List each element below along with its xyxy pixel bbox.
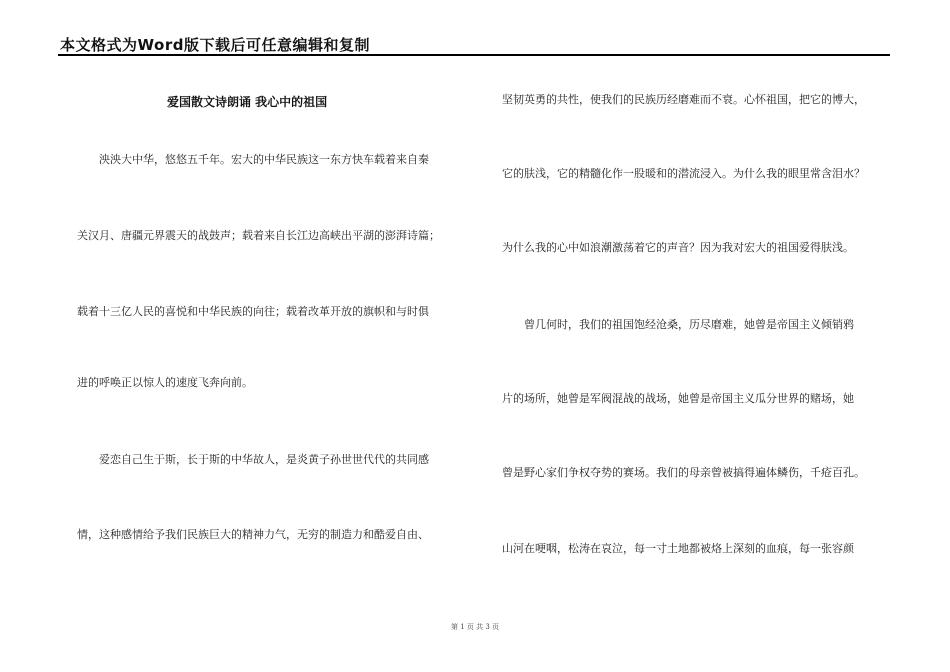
paragraph-line: 曾是野心家们争权夺势的赛场。我们的母亲曾被搞得遍体鳞伤，千疮百孔。 — [502, 466, 865, 479]
paragraph-line: 泱泱大中华，悠悠五千年。宏大的中华民族这一东方快车载着来自秦 — [99, 153, 429, 166]
paragraph-line: 关汉月、唐疆元界震天的战鼓声；载着来自长江边高峡出平湖的澎湃诗篇； — [77, 229, 440, 242]
paragraph-line: 进的呼唤正以惊人的速度飞奔向前。 — [77, 376, 253, 389]
download-banner: 本文格式为Word版下载后可任意编辑和复制 — [60, 36, 370, 54]
paragraph-line: 它的肤浅，它的精髓化作一股暖和的潜流浸入。为什么我的眼里常含泪水？ — [502, 167, 865, 180]
paragraph-line: 情，这种感情给予我们民族巨大的精神力气，无穷的制造力和酷爱自由、 — [77, 528, 429, 541]
paragraph-line: 载着十三亿人民的喜悦和中华民族的向往；载着改革开放的旗帜和与时俱 — [77, 305, 429, 318]
banner-rule — [58, 54, 890, 56]
page-number: 第 1 页 共 3 页 — [450, 623, 500, 631]
paragraph-line: 为什么我的心中如浪潮激荡着它的声音？因为我对宏大的祖国爱得肤浅。 — [502, 241, 854, 254]
paragraph-line: 曾几何时，我们的祖国饱经沧桑，历尽磨难，她曾是帝国主义倾销鸦 — [524, 318, 854, 331]
document-title: 爱国散文诗朗诵 我心中的祖国 — [167, 95, 328, 109]
paragraph-line: 片的场所，她曾是军阀混战的战场，她曾是帝国主义瓜分世界的赌场，她 — [502, 392, 854, 405]
paragraph-line: 山河在哽咽，松涛在哀泣，每一寸土地都被烙上深刻的血痕，每一张容颜 — [502, 542, 854, 555]
paragraph-line: 爱恋自己生于斯，长于斯的中华故人，是炎黄子孙世世代代的共同感 — [99, 453, 429, 466]
paragraph-line: 坚韧英勇的共性，使我们的民族历经磨难而不衰。心怀祖国，把它的博大， — [502, 93, 865, 106]
